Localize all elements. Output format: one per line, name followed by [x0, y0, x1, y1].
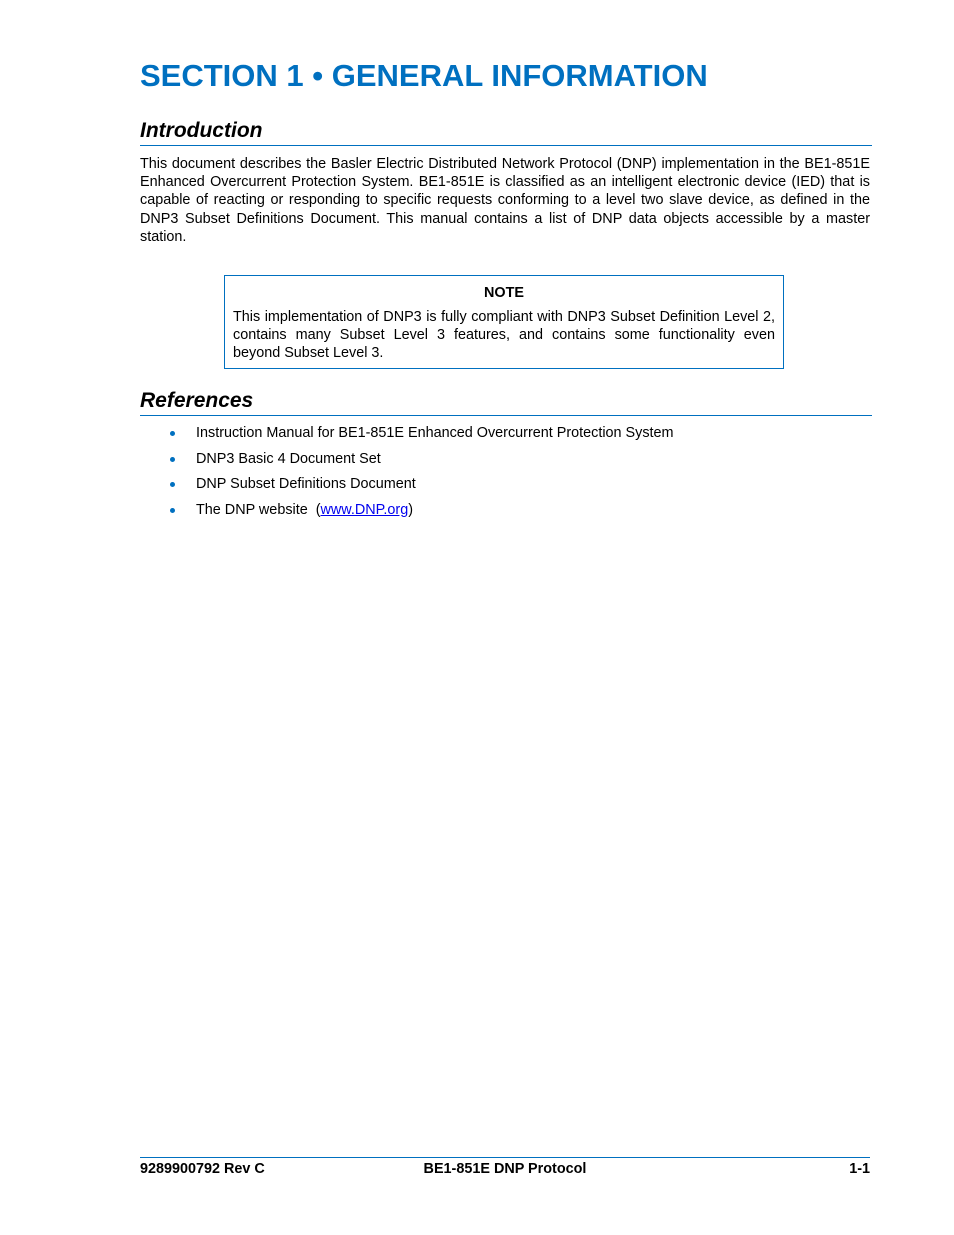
bullet-icon [170, 431, 175, 436]
note-text: This implementation of DNP3 is fully compliant with DNP3 Subset Definition Level 2, contains many Subset Level 3 features, and contains some functionality even beyond Subset Level 3. [233, 309, 775, 362]
note-box [224, 275, 784, 369]
dnp-website-link[interactable]: www.DNP.org [320, 501, 409, 518]
bullet-icon [170, 457, 175, 462]
list-item [140, 424, 870, 442]
list-item [140, 475, 870, 493]
section-title: SECTION 1 • GENERAL INFORMATION [140, 58, 708, 93]
references-heading: References [140, 388, 872, 416]
reference-text: DNP Subset Definitions Document [196, 476, 416, 493]
website-prefix: The DNP website ( [196, 501, 321, 518]
footer-page-number: 1-1 [849, 1161, 870, 1177]
note-title: NOTE [484, 285, 524, 301]
reference-text: Instruction Manual for BE1-851E Enhanced Overcurrent Protection System [196, 425, 674, 441]
bullet-icon [170, 482, 175, 487]
page-footer [140, 1157, 870, 1180]
introduction-paragraph: This document describes the Basler Electric Distributed Network Protocol (DNP) implementation in the BE1-851E Enhanced Overcurrent Protection System. BE1-851E is classified as an intelligent electronic device (IED) that is capable of reacting or responding to specific requests conforming to a level two slave device, as defined in the DNP3 Subset Definitions Document. This manual contains a list of DNP data objects accessible by a master station. [140, 156, 870, 245]
introduction-heading: Introduction [140, 118, 872, 146]
footer-document-title: BE1-851E DNP Protocol [423, 1161, 587, 1177]
reference-text: DNP3 Basic 4 Document Set [196, 450, 381, 467]
references-list [140, 424, 870, 526]
footer-document-number: 9289900792 Rev C [140, 1161, 265, 1177]
list-item [140, 501, 870, 519]
bullet-icon [170, 508, 175, 513]
website-suffix: ) [408, 501, 414, 518]
list-item [140, 450, 870, 468]
